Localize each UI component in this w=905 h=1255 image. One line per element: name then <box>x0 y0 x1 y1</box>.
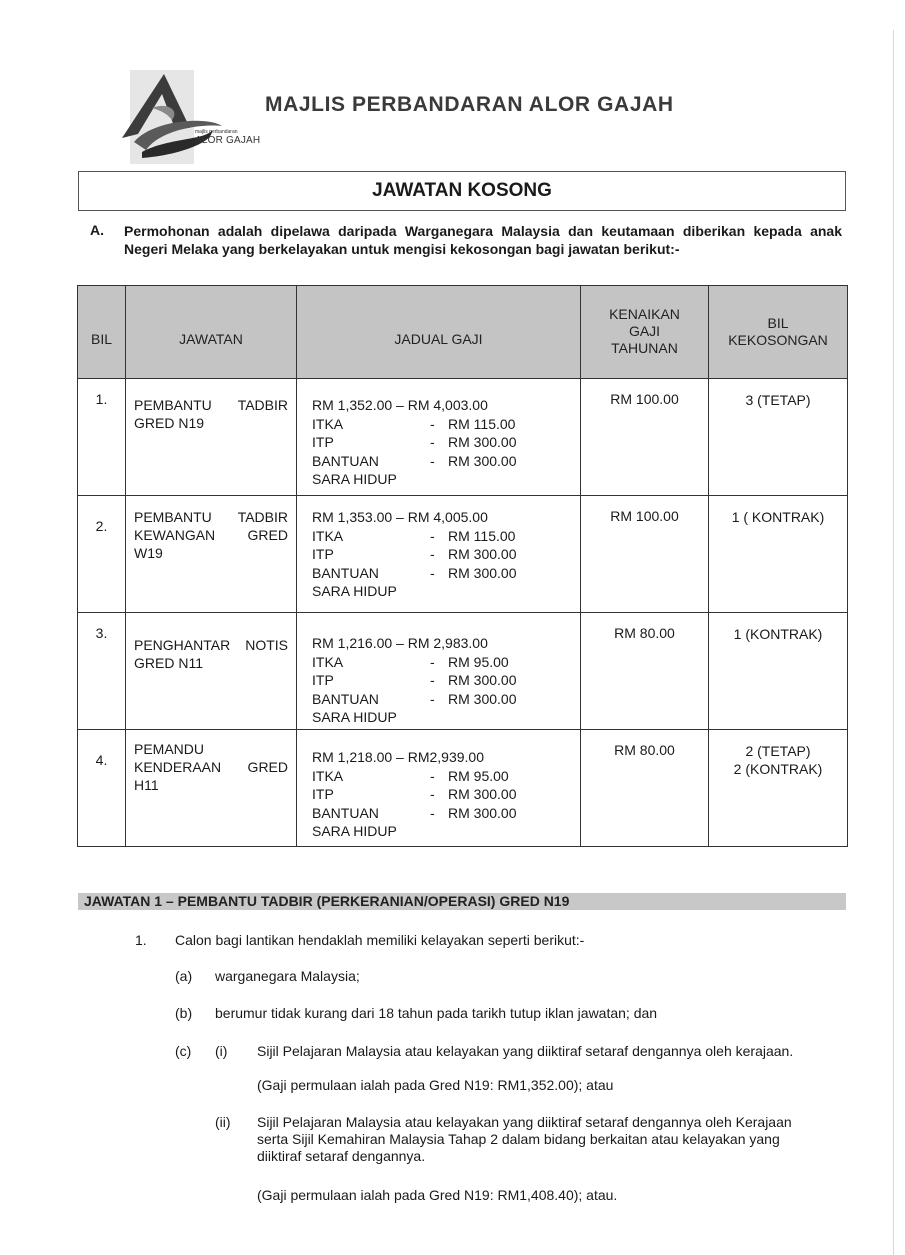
allowance-row <box>312 653 580 672</box>
allowance-label: ITKA <box>312 415 344 432</box>
allowance-row <box>312 564 580 583</box>
item-a-text: warganegara Malaysia; <box>215 968 360 984</box>
item-number: 1. <box>135 932 147 948</box>
kekosongan-line: 1 ( KONTRAK) <box>731 509 825 525</box>
intro-text: Permohonan adalah dipelawa daripada Warganegara Malaysia dan keutamaan diberikan kepada anak Negeri Melaka yang berkelayakan untuk mengisi kekosongan bagi jawatan berikut:- <box>124 223 842 257</box>
allowance-label: ITKA <box>312 653 344 670</box>
allowance-value: RM 95.00 <box>448 653 509 670</box>
page-title: JAWATAN KOSONG <box>78 171 846 211</box>
cell-kekosongan <box>709 496 848 613</box>
bil-value: 1. <box>95 391 108 407</box>
allowance-tail: SARA HIDUP <box>312 471 397 487</box>
bil-value: 2. <box>95 518 108 534</box>
header-jadual-gaji: JADUAL GAJI <box>297 286 581 379</box>
allowance-tail: SARA HIDUP <box>312 583 397 599</box>
allowance-dash: - <box>430 415 435 432</box>
header-kenaikan-line: GAJI <box>628 323 661 339</box>
allowance-value: RM 300.00 <box>448 434 517 450</box>
item-ci-label: (i) <box>215 1043 228 1059</box>
allowance-label: BANTUAN <box>312 564 379 581</box>
allowance-value: RM 300.00 <box>448 546 517 562</box>
item-b-text: berumur tidak kurang dari 18 tahun pada tarikh tutup iklan jawatan; dan <box>215 1005 658 1021</box>
allowance-row <box>312 690 580 709</box>
allowance-value: RM 300.00 <box>448 690 517 707</box>
jawatan-value: PEMBANTU TADBIR GRED N19 <box>134 397 288 431</box>
item-cii-text: Sijil Pelajaran Malaysia atau kelayakan yang diiktiraf setaraf dengannya oleh Kerajaan serta Sijil Kemahiran Malaysia Tahap 2 dalam bidang berkaitan atau kelayakan yang diiktiraf setaraf dengannya. <box>257 1114 792 1164</box>
kekosongan-line: 1 (KONTRAK) <box>733 626 823 642</box>
bil-value: 3. <box>95 625 108 641</box>
salary-range: RM 1,353.00 – RM 4,005.00 <box>312 509 488 525</box>
cell-bil <box>78 496 126 613</box>
kenaikan-value: RM 100.00 <box>610 391 679 407</box>
allowance-label: BANTUAN <box>312 452 379 469</box>
header-kekosongan <box>709 286 848 379</box>
cell-kenaikan <box>581 496 709 613</box>
table-row <box>78 496 848 613</box>
cell-jawatan <box>126 379 297 496</box>
vacancy-table <box>77 285 848 847</box>
item-a-label: (a) <box>175 968 193 984</box>
allowance-dash: - <box>430 653 435 670</box>
cell-kenaikan <box>581 730 709 847</box>
cell-kekosongan <box>709 379 848 496</box>
header-bil: BIL <box>78 286 126 379</box>
allowance-value: RM 300.00 <box>448 452 517 469</box>
kekosongan-line: 2 (TETAP) <box>745 743 811 759</box>
cell-jawatan <box>126 730 297 847</box>
header-kenaikan-line: KENAIKAN <box>609 306 680 322</box>
allowance-dash: - <box>430 564 435 581</box>
cell-jadual-gaji <box>297 379 581 496</box>
allowance-label: ITP <box>312 786 334 802</box>
cell-kekosongan <box>709 730 848 847</box>
table-row <box>78 730 848 847</box>
allowance-value: RM 300.00 <box>448 564 517 581</box>
allowance-label: ITKA <box>312 767 344 784</box>
allowance-label: BANTUAN <box>312 690 379 707</box>
header-kekosongan-line: KEKOSONGAN <box>728 331 828 348</box>
kekosongan-line: 3 (TETAP) <box>745 392 811 408</box>
council-logo <box>112 68 262 164</box>
allowance-value: RM 300.00 <box>448 804 517 821</box>
allowance-label: ITP <box>312 546 334 562</box>
table-header-row <box>78 286 848 379</box>
kekosongan-line: 2 (KONTRAK) <box>733 761 823 777</box>
allowance-label: BANTUAN <box>312 804 379 821</box>
cell-bil <box>78 379 126 496</box>
kenaikan-value: RM 80.00 <box>614 625 675 641</box>
jawatan-value: PENGHANTAR NOTIS GRED N11 <box>134 637 288 671</box>
bil-value: 4. <box>95 752 108 768</box>
item-ci-note: (Gaji permulaan ialah pada Gred N19: RM1,352.00); atau <box>257 1077 614 1093</box>
allowance-row <box>312 415 580 434</box>
allowance-value: RM 300.00 <box>448 672 517 688</box>
allowance-dash: - <box>430 672 435 688</box>
item-c-label: (c) <box>175 1043 192 1059</box>
allowance-dash: - <box>430 546 435 562</box>
allowance-value: RM 300.00 <box>448 786 517 802</box>
intro-label: A. <box>90 222 104 238</box>
logo-small-text: majlis perbandaran <box>195 129 238 135</box>
cell-jawatan <box>126 613 297 730</box>
item-text: Calon bagi lantikan hendaklah memiliki kelayakan seperti berikut:- <box>175 932 585 948</box>
allowance-row <box>312 452 580 471</box>
cell-jadual-gaji <box>297 613 581 730</box>
item-b-label: (b) <box>175 1005 193 1021</box>
allowance-tail: SARA HIDUP <box>312 823 397 839</box>
allowance-dash: - <box>430 690 435 707</box>
allowance-row <box>312 767 580 786</box>
allowance-dash: - <box>430 527 435 544</box>
salary-range: RM 1,218.00 – RM2,939.00 <box>312 749 484 765</box>
table-row <box>78 379 848 496</box>
allowance-row <box>312 671 580 690</box>
salary-range: RM 1,216.00 – RM 2,983.00 <box>312 635 488 651</box>
jawatan-value: PEMANDU KENDERAAN GRED H11 <box>134 741 288 793</box>
cell-jadual-gaji <box>297 496 581 613</box>
jawatan-value: PEMBANTU TADBIR KEWANGAN GRED W19 <box>134 509 288 561</box>
allowance-row <box>312 433 580 452</box>
item-cii-note: (Gaji permulaan ialah pada Gred N19: RM1,408.40); atau. <box>257 1187 618 1203</box>
header-kenaikan-line: TAHUNAN <box>611 340 678 356</box>
allowance-value: RM 95.00 <box>448 767 509 784</box>
cell-jadual-gaji <box>297 730 581 847</box>
header-jawatan: JAWATAN <box>126 286 297 379</box>
allowance-label: ITP <box>312 434 334 450</box>
cell-bil <box>78 730 126 847</box>
allowance-dash: - <box>430 786 435 802</box>
logo-text: ALOR GAJAH <box>195 135 261 146</box>
page-edge-rule <box>893 30 894 1255</box>
cell-kekosongan <box>709 613 848 730</box>
allowance-dash: - <box>430 452 435 469</box>
cell-jawatan <box>126 496 297 613</box>
kenaikan-value: RM 80.00 <box>614 742 675 758</box>
kenaikan-value: RM 100.00 <box>610 508 679 524</box>
salary-range: RM 1,352.00 – RM 4,003.00 <box>312 397 488 413</box>
allowance-dash: - <box>430 767 435 784</box>
allowance-row <box>312 545 580 564</box>
cell-kenaikan <box>581 613 709 730</box>
allowance-label: ITP <box>312 672 334 688</box>
item-cii-label: (ii) <box>215 1114 231 1130</box>
allowance-dash: - <box>430 804 435 821</box>
header-kekosongan-line: BIL <box>767 314 789 331</box>
allowance-row <box>312 527 580 546</box>
allowance-label: ITKA <box>312 527 344 544</box>
cell-bil <box>78 613 126 730</box>
allowance-value: RM 115.00 <box>448 527 516 544</box>
allowance-tail: SARA HIDUP <box>312 709 397 725</box>
cell-kenaikan <box>581 379 709 496</box>
allowance-dash: - <box>430 434 435 450</box>
section-header: JAWATAN 1 – PEMBANTU TADBIR (PERKERANIAN/OPERASI) GRED N19 <box>78 893 846 910</box>
header-kenaikan <box>581 286 709 379</box>
table-row <box>78 613 848 730</box>
item-ci-text: Sijil Pelajaran Malaysia atau kelayakan yang diiktiraf setaraf dengannya oleh kerajaan. <box>257 1043 794 1059</box>
allowance-value: RM 115.00 <box>448 415 516 432</box>
org-name: MAJLIS PERBANDARAN ALOR GAJAH <box>265 93 674 116</box>
allowance-row <box>312 804 580 823</box>
allowance-row <box>312 785 580 804</box>
